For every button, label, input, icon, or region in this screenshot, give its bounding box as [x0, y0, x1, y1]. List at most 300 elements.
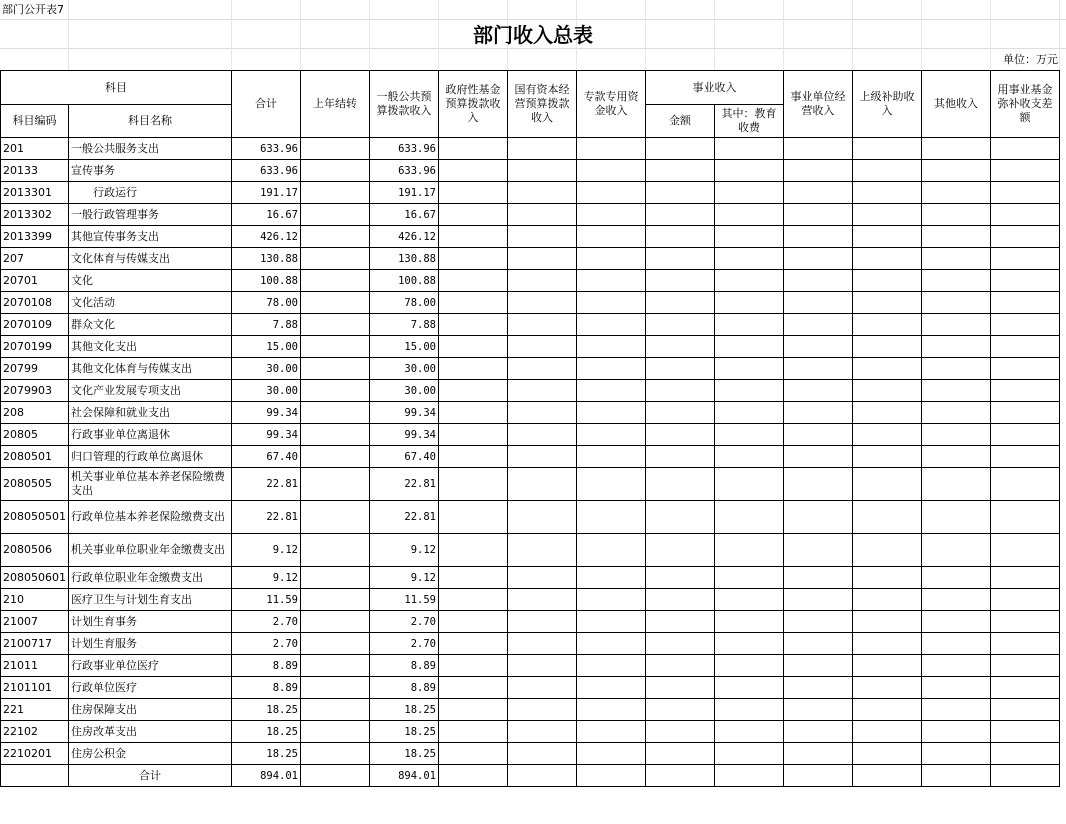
carryover-cell	[301, 336, 370, 358]
empty-cell	[439, 182, 508, 204]
table-row	[1, 314, 1060, 336]
empty-cell	[715, 655, 784, 677]
total-row	[1, 765, 1060, 787]
carryover-cell	[301, 424, 370, 446]
empty-cell	[991, 424, 1060, 446]
subject-code-cell: 208	[1, 402, 69, 424]
empty-cell	[646, 204, 715, 226]
empty-cell	[922, 424, 991, 446]
subject-code-cell: 20701	[1, 270, 69, 292]
empty-cell	[1, 765, 69, 787]
empty-cell	[853, 314, 922, 336]
total-cell: 2.70	[232, 611, 301, 633]
empty-cell	[508, 534, 577, 567]
total-cell: 2.70	[232, 633, 301, 655]
general-budget-cell: 9.12	[370, 567, 439, 589]
carryover-cell	[301, 567, 370, 589]
subject-code-cell: 20133	[1, 160, 69, 182]
empty-cell	[646, 226, 715, 248]
empty-cell	[646, 589, 715, 611]
empty-cell	[784, 721, 853, 743]
carryover-cell	[301, 292, 370, 314]
general-budget-cell: 9.12	[370, 534, 439, 567]
total-cell: 100.88	[232, 270, 301, 292]
general-budget-cell: 22.81	[370, 501, 439, 534]
table-row	[1, 160, 1060, 182]
sheet-label: 部门公开表7	[2, 3, 64, 16]
header-subject-code: 科目编码	[1, 105, 69, 138]
empty-cell	[715, 424, 784, 446]
subject-name-cell: 机关事业单位基本养老保险缴费支出	[69, 468, 232, 501]
table-row	[1, 402, 1060, 424]
empty-cell	[715, 314, 784, 336]
total-cell: 30.00	[232, 358, 301, 380]
empty-cell	[853, 501, 922, 534]
empty-cell	[439, 402, 508, 424]
empty-cell	[577, 160, 646, 182]
empty-cell	[715, 633, 784, 655]
subject-code-cell: 221	[1, 699, 69, 721]
empty-cell	[715, 292, 784, 314]
subject-code-cell: 2080506	[1, 534, 69, 567]
empty-cell	[508, 358, 577, 380]
total-cell: 16.67	[232, 204, 301, 226]
total-cell: 8.89	[232, 655, 301, 677]
empty-cell	[922, 138, 991, 160]
subject-code-cell: 2070109	[1, 314, 69, 336]
total-cell: 22.81	[232, 501, 301, 534]
empty-cell	[715, 160, 784, 182]
table-row	[1, 743, 1060, 765]
table-row	[1, 270, 1060, 292]
subject-name-cell: 一般行政管理事务	[69, 204, 232, 226]
empty-cell	[853, 204, 922, 226]
subject-code-cell: 20805	[1, 424, 69, 446]
carryover-cell	[301, 655, 370, 677]
empty-cell	[715, 182, 784, 204]
empty-cell	[577, 226, 646, 248]
header-general-budget: 一般公共预算拨款收入	[370, 71, 439, 138]
empty-cell	[715, 677, 784, 699]
empty-cell	[991, 699, 1060, 721]
empty-cell	[715, 204, 784, 226]
empty-cell	[577, 633, 646, 655]
empty-cell	[922, 336, 991, 358]
empty-cell	[646, 424, 715, 446]
empty-cell	[922, 402, 991, 424]
empty-cell	[922, 380, 991, 402]
empty-cell	[577, 292, 646, 314]
empty-cell	[577, 721, 646, 743]
empty-cell	[922, 721, 991, 743]
general-budget-sum-cell: 894.01	[370, 765, 439, 787]
carryover-cell	[301, 534, 370, 567]
empty-cell	[853, 468, 922, 501]
carryover-cell	[301, 182, 370, 204]
empty-cell	[439, 226, 508, 248]
general-budget-cell: 130.88	[370, 248, 439, 270]
subject-name-cell: 其他文化支出	[69, 336, 232, 358]
empty-cell	[439, 138, 508, 160]
empty-cell	[784, 248, 853, 270]
header-subject-name: 科目名称	[69, 105, 232, 138]
grid-line	[0, 48, 1066, 49]
carryover-cell	[301, 248, 370, 270]
total-cell: 18.25	[232, 743, 301, 765]
total-cell: 633.96	[232, 160, 301, 182]
empty-cell	[508, 468, 577, 501]
empty-cell	[715, 336, 784, 358]
total-cell: 99.34	[232, 402, 301, 424]
empty-cell	[784, 424, 853, 446]
empty-cell	[439, 567, 508, 589]
empty-cell	[853, 226, 922, 248]
empty-cell	[784, 655, 853, 677]
total-cell: 18.25	[232, 699, 301, 721]
empty-cell	[784, 765, 853, 787]
subject-code-cell: 2210201	[1, 743, 69, 765]
empty-cell	[991, 468, 1060, 501]
empty-cell	[577, 468, 646, 501]
empty-cell	[508, 589, 577, 611]
empty-cell	[439, 743, 508, 765]
empty-cell	[646, 248, 715, 270]
table-row	[1, 534, 1060, 567]
carryover-cell	[301, 743, 370, 765]
empty-cell	[646, 655, 715, 677]
table-row	[1, 721, 1060, 743]
general-budget-cell: 15.00	[370, 336, 439, 358]
empty-cell	[784, 611, 853, 633]
subject-name-cell: 计划生育事务	[69, 611, 232, 633]
empty-cell	[715, 567, 784, 589]
empty-cell	[715, 446, 784, 468]
table-row	[1, 633, 1060, 655]
empty-cell	[991, 160, 1060, 182]
empty-cell	[922, 677, 991, 699]
table-row	[1, 655, 1060, 677]
empty-cell	[991, 270, 1060, 292]
empty-cell	[646, 292, 715, 314]
empty-cell	[853, 589, 922, 611]
empty-cell	[646, 402, 715, 424]
empty-cell	[577, 743, 646, 765]
empty-cell	[991, 501, 1060, 534]
empty-cell	[922, 699, 991, 721]
table-row	[1, 358, 1060, 380]
empty-cell	[577, 424, 646, 446]
empty-cell	[784, 204, 853, 226]
general-budget-cell: 99.34	[370, 424, 439, 446]
empty-cell	[853, 633, 922, 655]
subject-name-cell: 文化活动	[69, 292, 232, 314]
empty-cell	[439, 699, 508, 721]
carryover-cell	[301, 721, 370, 743]
empty-cell	[922, 567, 991, 589]
empty-cell	[715, 358, 784, 380]
empty-cell	[715, 699, 784, 721]
empty-cell	[784, 270, 853, 292]
empty-cell	[646, 501, 715, 534]
empty-cell	[922, 160, 991, 182]
page-title: 部门收入总表	[473, 23, 593, 47]
empty-cell	[991, 204, 1060, 226]
empty-cell	[508, 743, 577, 765]
empty-cell	[508, 424, 577, 446]
empty-cell	[439, 446, 508, 468]
empty-cell	[991, 402, 1060, 424]
carryover-cell	[301, 589, 370, 611]
empty-cell	[922, 468, 991, 501]
carryover-cell	[301, 380, 370, 402]
table-row	[1, 501, 1060, 534]
empty-cell	[991, 633, 1060, 655]
table-row	[1, 446, 1060, 468]
general-budget-cell: 426.12	[370, 226, 439, 248]
subject-code-cell: 2070199	[1, 336, 69, 358]
empty-cell	[508, 248, 577, 270]
carryover-cell	[301, 314, 370, 336]
empty-cell	[577, 534, 646, 567]
carryover-cell	[301, 226, 370, 248]
empty-cell	[577, 336, 646, 358]
empty-cell	[715, 270, 784, 292]
total-cell: 8.89	[232, 677, 301, 699]
empty-cell	[646, 468, 715, 501]
subject-name-cell: 住房公积金	[69, 743, 232, 765]
empty-cell	[508, 226, 577, 248]
empty-cell	[439, 314, 508, 336]
general-budget-cell: 67.40	[370, 446, 439, 468]
empty-cell	[853, 611, 922, 633]
empty-cell	[646, 633, 715, 655]
empty-cell	[853, 765, 922, 787]
subject-code-cell: 2101101	[1, 677, 69, 699]
general-budget-cell: 30.00	[370, 358, 439, 380]
subject-name-cell: 行政事业单位医疗	[69, 655, 232, 677]
empty-cell	[646, 358, 715, 380]
empty-cell	[784, 743, 853, 765]
empty-cell	[922, 446, 991, 468]
empty-cell	[577, 402, 646, 424]
empty-cell	[853, 292, 922, 314]
total-cell: 99.34	[232, 424, 301, 446]
empty-cell	[853, 446, 922, 468]
empty-cell	[508, 765, 577, 787]
empty-cell	[439, 270, 508, 292]
empty-cell	[577, 204, 646, 226]
empty-cell	[577, 589, 646, 611]
general-budget-cell: 99.34	[370, 402, 439, 424]
empty-cell	[646, 567, 715, 589]
table-row	[1, 611, 1060, 633]
total-sum-cell: 894.01	[232, 765, 301, 787]
empty-cell	[922, 270, 991, 292]
table-row	[1, 424, 1060, 446]
total-cell: 9.12	[232, 534, 301, 567]
subject-code-cell: 2079903	[1, 380, 69, 402]
empty-cell	[439, 501, 508, 534]
empty-cell	[853, 534, 922, 567]
header-amount: 金额	[646, 105, 715, 138]
empty-cell	[784, 292, 853, 314]
empty-cell	[991, 677, 1060, 699]
empty-cell	[577, 358, 646, 380]
subject-code-cell: 21007	[1, 611, 69, 633]
total-cell: 78.00	[232, 292, 301, 314]
empty-cell	[922, 358, 991, 380]
empty-cell	[646, 336, 715, 358]
subject-name-cell: 计划生育服务	[69, 633, 232, 655]
general-budget-cell: 11.59	[370, 589, 439, 611]
carryover-cell	[301, 699, 370, 721]
table-row	[1, 248, 1060, 270]
empty-cell	[922, 655, 991, 677]
general-budget-cell: 22.81	[370, 468, 439, 501]
table-row	[1, 226, 1060, 248]
empty-cell	[784, 314, 853, 336]
empty-cell	[439, 721, 508, 743]
total-cell: 30.00	[232, 380, 301, 402]
empty-cell	[508, 314, 577, 336]
general-budget-cell: 78.00	[370, 292, 439, 314]
subject-code-cell: 201	[1, 138, 69, 160]
subject-name-cell: 其他宣传事务支出	[69, 226, 232, 248]
empty-cell	[577, 567, 646, 589]
empty-cell	[439, 765, 508, 787]
empty-cell	[922, 501, 991, 534]
empty-cell	[577, 248, 646, 270]
carryover-cell	[301, 446, 370, 468]
carryover-cell	[301, 765, 370, 787]
empty-cell	[853, 358, 922, 380]
general-budget-cell: 2.70	[370, 633, 439, 655]
empty-cell	[991, 182, 1060, 204]
empty-cell	[784, 358, 853, 380]
empty-cell	[853, 402, 922, 424]
carryover-cell	[301, 204, 370, 226]
empty-cell	[853, 743, 922, 765]
empty-cell	[853, 380, 922, 402]
total-cell: 18.25	[232, 721, 301, 743]
empty-cell	[922, 589, 991, 611]
empty-cell	[508, 182, 577, 204]
subject-name-cell: 宣传事务	[69, 160, 232, 182]
empty-cell	[577, 270, 646, 292]
empty-cell	[784, 402, 853, 424]
empty-cell	[508, 655, 577, 677]
empty-cell	[715, 611, 784, 633]
empty-cell	[715, 765, 784, 787]
empty-cell	[439, 380, 508, 402]
general-budget-cell: 100.88	[370, 270, 439, 292]
empty-cell	[784, 534, 853, 567]
empty-cell	[439, 336, 508, 358]
subject-name-cell: 社会保障和就业支出	[69, 402, 232, 424]
empty-cell	[646, 534, 715, 567]
subject-code-cell: 2013301	[1, 182, 69, 204]
empty-cell	[853, 677, 922, 699]
empty-cell	[784, 567, 853, 589]
general-budget-cell: 633.96	[370, 138, 439, 160]
empty-cell	[715, 534, 784, 567]
subject-name-cell: 医疗卫生与计划生育支出	[69, 589, 232, 611]
empty-cell	[922, 226, 991, 248]
total-cell: 633.96	[232, 138, 301, 160]
empty-cell	[646, 270, 715, 292]
subject-code-cell: 210	[1, 589, 69, 611]
general-budget-cell: 30.00	[370, 380, 439, 402]
header-other-income: 其他收入	[922, 71, 991, 138]
total-cell: 11.59	[232, 589, 301, 611]
subject-code-cell: 207	[1, 248, 69, 270]
empty-cell	[853, 138, 922, 160]
empty-cell	[922, 182, 991, 204]
empty-cell	[715, 721, 784, 743]
empty-cell	[922, 765, 991, 787]
subject-name-cell: 行政单位基本养老保险缴费支出	[69, 501, 232, 534]
empty-cell	[646, 446, 715, 468]
empty-cell	[439, 534, 508, 567]
header-carryover: 上年结转	[301, 71, 370, 138]
empty-cell	[439, 248, 508, 270]
empty-cell	[577, 611, 646, 633]
general-budget-cell: 8.89	[370, 655, 439, 677]
total-cell: 426.12	[232, 226, 301, 248]
empty-cell	[784, 336, 853, 358]
subject-code-cell: 2080501	[1, 446, 69, 468]
empty-cell	[508, 501, 577, 534]
header-special-fund: 专款专用资金收入	[577, 71, 646, 138]
empty-cell	[784, 446, 853, 468]
subject-name-cell: 行政运行	[69, 182, 232, 204]
empty-cell	[991, 292, 1060, 314]
empty-cell	[439, 633, 508, 655]
header-state-capital: 国有资本经营预算拨款收入	[508, 71, 577, 138]
subject-code-cell: 208050601	[1, 567, 69, 589]
table-row	[1, 182, 1060, 204]
subject-code-cell: 2070108	[1, 292, 69, 314]
empty-cell	[784, 380, 853, 402]
empty-cell	[991, 358, 1060, 380]
empty-cell	[853, 424, 922, 446]
empty-cell	[853, 270, 922, 292]
empty-cell	[991, 589, 1060, 611]
empty-cell	[508, 446, 577, 468]
empty-cell	[784, 182, 853, 204]
empty-cell	[715, 501, 784, 534]
total-cell: 130.88	[232, 248, 301, 270]
table-row	[1, 138, 1060, 160]
empty-cell	[715, 402, 784, 424]
empty-cell	[577, 699, 646, 721]
empty-cell	[715, 226, 784, 248]
empty-cell	[439, 292, 508, 314]
empty-cell	[577, 655, 646, 677]
empty-cell	[853, 160, 922, 182]
carryover-cell	[301, 138, 370, 160]
empty-cell	[439, 677, 508, 699]
empty-cell	[508, 160, 577, 182]
empty-cell	[439, 358, 508, 380]
header-subject: 科目	[1, 71, 232, 105]
table-row	[1, 699, 1060, 721]
empty-cell	[784, 589, 853, 611]
subject-code-cell: 22102	[1, 721, 69, 743]
empty-cell	[853, 721, 922, 743]
empty-cell	[991, 248, 1060, 270]
carryover-cell	[301, 677, 370, 699]
